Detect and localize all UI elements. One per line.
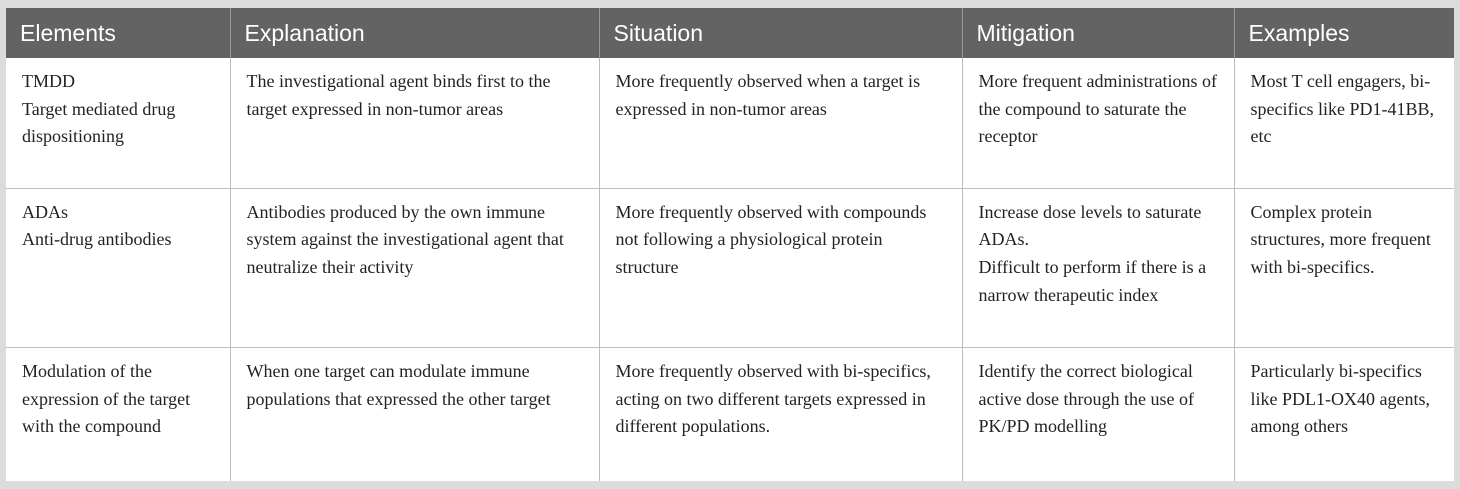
table-row bbox=[6, 58, 1454, 188]
cell-mitigation: More frequent administrations of the compound to saturate the receptor bbox=[962, 58, 1234, 188]
table-header bbox=[6, 8, 1454, 58]
cell-examples: Particularly bi-specifics like PDL1-OX40 agents, among others bbox=[1234, 348, 1454, 481]
table-row bbox=[6, 188, 1454, 347]
header-row bbox=[6, 8, 1454, 58]
header-mitigation: Mitigation bbox=[962, 8, 1234, 58]
cell-situation: More frequently observed with compounds not following a physiological protein structure bbox=[599, 188, 962, 347]
cell-explanation: The investigational agent binds first to the target expressed in non-tumor areas bbox=[230, 58, 599, 188]
header-examples: Examples bbox=[1234, 8, 1454, 58]
cell-explanation: When one target can modulate immune populations that expressed the other target bbox=[230, 348, 599, 481]
header-situation: Situation bbox=[599, 8, 962, 58]
table-row bbox=[6, 348, 1454, 481]
cell-elements: Modulation of the expression of the target with the compound bbox=[6, 348, 230, 481]
data-table bbox=[6, 8, 1454, 481]
cell-mitigation: Identify the correct biological active dose through the use of PK/PD modelling bbox=[962, 348, 1234, 481]
header-elements: Elements bbox=[6, 8, 230, 58]
cell-elements: ADAs Anti-drug antibodies bbox=[6, 188, 230, 347]
cell-elements: TMDD Target mediated drug dispositioning bbox=[22, 71, 176, 147]
cell-situation: More frequently observed when a target is expressed in non-tumor areas bbox=[599, 58, 962, 188]
cell-examples: Complex protein structures, more frequent with bi-specifics. bbox=[1234, 188, 1454, 347]
table-body bbox=[6, 58, 1454, 481]
cell-examples: Most T cell engagers, bi-specifics like PD1-41BB, etc bbox=[1234, 58, 1454, 188]
cell-mitigation: Increase dose levels to saturate ADAs. Difficult to perform if there is a narrow therapeutic index bbox=[962, 188, 1234, 347]
header-explanation: Explanation bbox=[230, 8, 599, 58]
cell-situation: More frequently observed with bi-specifics, acting on two different targets expressed in different populations. bbox=[599, 348, 962, 481]
cell-explanation: Antibodies produced by the own immune system against the investigational agent that neutralize their activity bbox=[230, 188, 599, 347]
